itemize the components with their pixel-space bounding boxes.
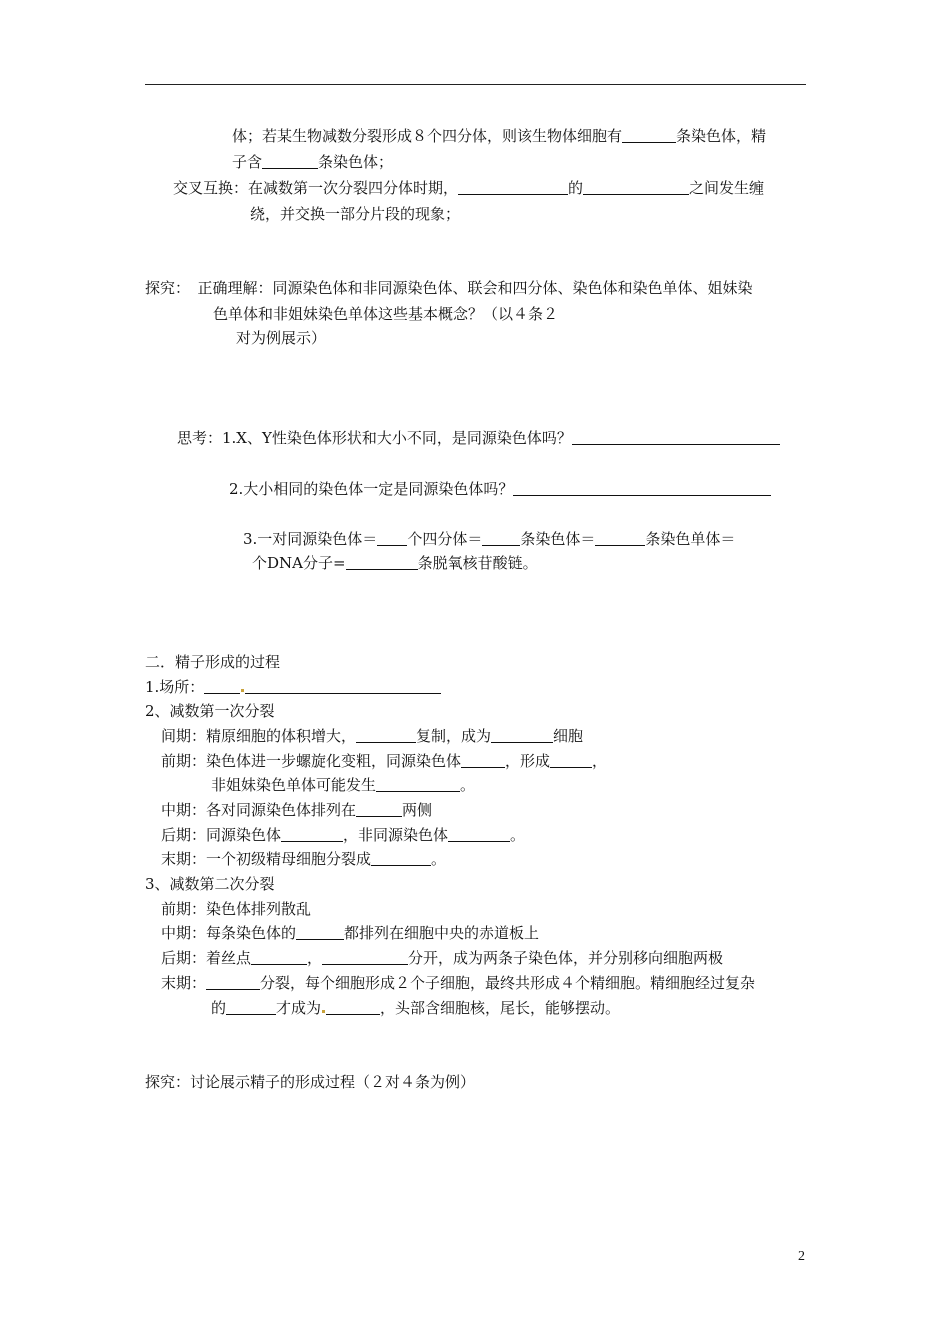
fill-blank[interactable] [622,128,676,143]
fill-blank[interactable] [346,555,418,570]
question-3 [243,529,735,549]
fill-blank[interactable] [458,180,568,195]
text: 。 [431,850,447,868]
text: 复制，成为 [416,727,492,745]
text: 才成为 [276,999,322,1017]
fill-blank[interactable] [226,1000,276,1015]
text: ，头部含细胞核，尾长，能够摆动。 [380,999,621,1017]
text: 中期：各对同源染色体排列在 [161,801,357,819]
text-line [161,948,723,968]
text: 分开，成为两条子染色体，并分别移向细胞两极 [408,949,724,967]
question-1 [177,428,780,448]
fill-blank[interactable] [491,728,553,743]
fill-blank[interactable] [204,679,240,694]
fill-blank[interactable] [281,827,343,842]
header-rule [145,84,806,85]
text: 后期：同源染色体 [161,826,282,844]
text-line [211,998,620,1018]
text-line [173,178,764,198]
text: 细胞 [553,727,584,745]
text: 个四分体＝ [407,530,483,548]
text-line [161,800,432,820]
text: ，非同源染色体 [343,826,449,844]
text: 。 [460,776,476,794]
text-line [250,204,460,224]
text: 末期： [161,974,207,992]
text: 都排列在细胞中央的赤道板上 [344,924,540,942]
text: 间期：精原细胞的体积增大， [161,727,357,745]
text-line [145,1072,475,1092]
text: 前期：染色体排列散乱 [161,900,312,918]
fill-blank[interactable] [371,851,431,866]
subsection-title [145,874,275,894]
fill-blank[interactable] [482,531,520,546]
fill-blank[interactable] [296,925,344,940]
answer-blank[interactable] [572,430,780,445]
text: ，形成 [505,752,551,770]
text: 条染色单体＝ [645,530,736,548]
text: 末期：一个初级精母细胞分裂成 [161,850,372,868]
text: 条染色体＝ [520,530,596,548]
text: 条染色体，精 [676,127,767,145]
text: 体；若某生物减数分裂形成８个四分体，则该生物体细胞有 [232,127,623,145]
text-line [232,126,766,146]
answer-blank[interactable] [513,481,771,496]
text-line [161,849,446,869]
text-line [161,726,583,746]
text-line [211,775,475,795]
text-line [161,923,539,943]
fill-blank[interactable] [326,1000,380,1015]
fill-blank[interactable] [356,802,402,817]
fill-blank[interactable] [206,975,260,990]
section-title [145,652,280,672]
text: 后期：着丝点 [161,949,252,967]
text: 绕，并交换一部分片段的现象； [250,205,461,223]
fill-blank[interactable] [595,531,645,546]
fill-blank[interactable] [461,753,505,768]
text: 2、减数第一次分裂 [145,702,275,720]
text: 对为例展示） [236,329,327,347]
text: 。 [510,826,526,844]
text: 思考：1.X、Y性染色体形状和大小不同，是同源染色体吗？ [177,429,572,447]
text: 中期：每条染色体的 [161,924,297,942]
text: 个DNA分子= [252,554,346,572]
text: 3、减数第二次分裂 [145,875,275,893]
text: 二．精子形成的过程 [145,653,281,671]
text: 前期：染色体进一步螺旋化变粗，同源染色体 [161,752,462,770]
text-line [161,825,525,845]
fill-blank[interactable] [550,753,592,768]
text: 1.场所： [145,678,205,696]
text: 条脱氧核苷酸链。 [417,554,538,572]
text-line [161,751,607,771]
text: 的 [568,179,584,197]
fill-blank[interactable] [356,728,416,743]
text: 探究：讨论展示精子的形成过程（２对４条为例） [145,1073,476,1091]
text-line [161,973,755,993]
text: 色单体和非姐妹染色单体这些基本概念？（以４条２ [213,305,559,323]
page-number: 2 [798,1249,805,1264]
text-line [236,328,326,348]
text-line [145,677,441,697]
marker-dot [241,689,244,692]
fill-blank[interactable] [448,827,510,842]
subsection-title [145,701,275,721]
text: 3.一对同源染色体＝ [243,530,378,548]
text: 条染色体； [318,153,394,171]
text: 子含 [232,153,263,171]
text: 分裂，每个细胞形成２个子细胞，最终共形成４个精细胞。精细胞经过复杂 [260,974,756,992]
text-line [232,152,393,172]
text-line [213,304,558,324]
fill-blank[interactable] [376,777,460,792]
text: 2.大小相同的染色体一定是同源染色体吗？ [229,480,514,498]
question-3-cont [252,553,538,573]
text-line [161,899,311,919]
text-line [145,278,753,298]
text: 之间发生缠 [689,179,765,197]
fill-blank[interactable] [245,679,441,694]
text: ， [307,949,323,967]
question-2 [229,479,771,499]
text: 两侧 [402,801,433,819]
fill-blank[interactable] [583,180,689,195]
text: 的 [211,999,227,1017]
fill-blank[interactable] [322,950,408,965]
text: ， [592,752,608,770]
fill-blank[interactable] [262,154,318,169]
text: 非姐妹染色单体可能发生 [211,776,377,794]
text: 探究： 正确理解：同源染色体和非同源染色体、联会和四分体、染色体和染色单体、姐妹染 [145,279,753,297]
text: 交叉互换：在减数第一次分裂四分体时期， [173,179,459,197]
marker-dot [322,1010,325,1013]
fill-blank[interactable] [377,531,407,546]
fill-blank[interactable] [251,950,307,965]
